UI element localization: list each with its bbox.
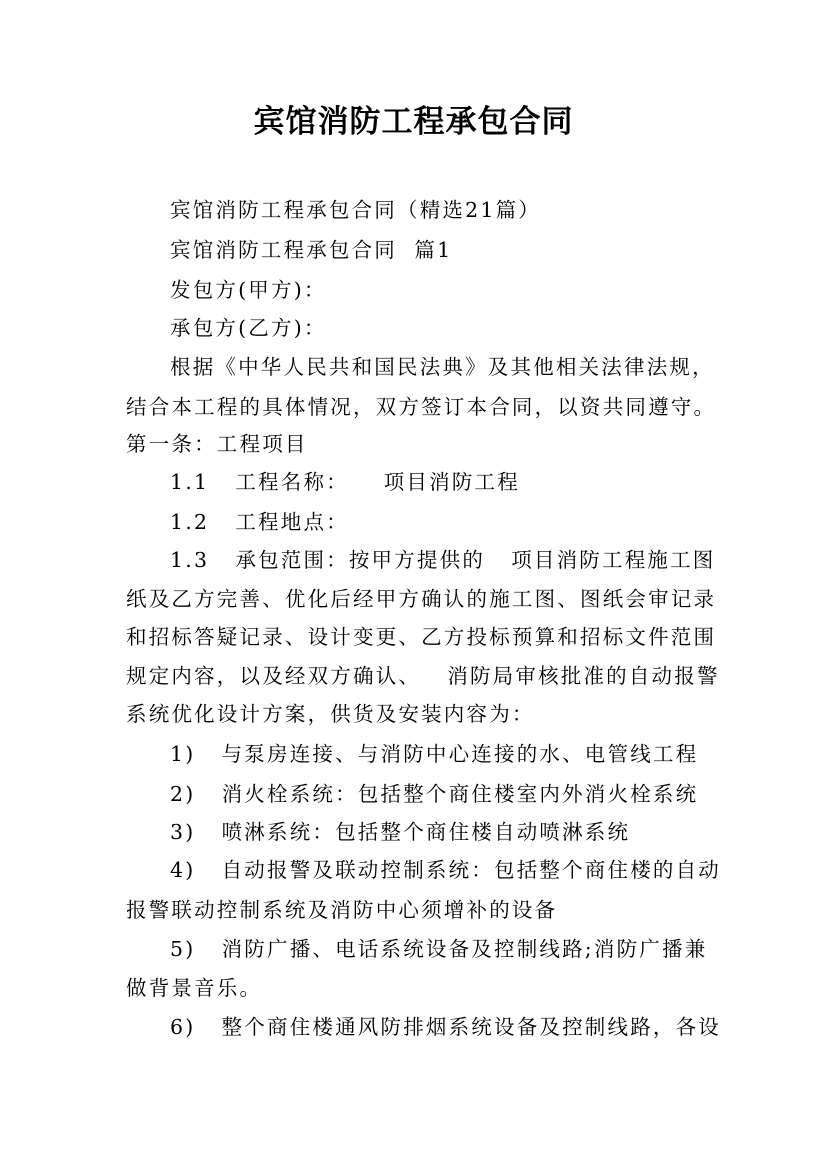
document-title: 宾馆消防工程承包合同 [253,104,574,140]
list-item-continuation: 报警联动控制系统及消防中心须增补的设备 [126,898,558,922]
paragraph-line: 规定内容，以及经双方确认、 消防局审核批准的自动报警 [126,664,720,688]
party-b-line: 承包方(乙方)： [170,316,327,340]
paragraph-line: 系统优化设计方案，供货及安装内容为： [126,702,535,726]
clause-line: 1.3 承包范围：按甲方提供的 项目消防工程施工图 [170,548,716,572]
list-item: 3) 喷淋系统：包括整个商住楼自动喷淋系统 [170,820,631,844]
list-item: 4) 自动报警及联动控制系统：包括整个商住楼的自动 [170,858,721,882]
list-item-continuation: 做背景音乐。 [126,976,263,1000]
list-item: 1) 与泵房连接、与消防中心连接的水、电管线工程 [170,742,699,766]
clause-line: 1.1 工程名称： 项目消防工程 [170,470,520,494]
section-heading: 第一条：工程项目 [126,432,308,456]
clause-line: 1.2 工程地点： [170,510,349,534]
party-a-line: 发包方(甲方)： [170,278,327,302]
article-heading: 宾馆消防工程承包合同 篇1 [170,238,453,262]
list-item: 5) 消防广播、电话系统设备及控制线路;消防广播兼 [170,937,708,961]
paragraph-line: 根据《中华人民共和国民法典》及其他相关法律法规， [170,355,715,379]
collection-heading: 宾馆消防工程承包合同（精选21篇） [170,198,541,222]
list-item: 6) 整个商住楼通风防排烟系统设备及控制线路，各设 [170,1015,721,1039]
paragraph-line: 纸及乙方完善、优化后经甲方确认的施工图、图纸会审记录 [126,587,717,611]
list-item: 2) 消火栓系统：包括整个商住楼室内外消火栓系统 [170,782,699,806]
paragraph-line: 结合本工程的具体情况，双方签订本合同，以资共同遵守。 [126,395,717,419]
paragraph-line: 和招标答疑记录、设计变更、乙方投标预算和招标文件范围 [126,625,717,649]
